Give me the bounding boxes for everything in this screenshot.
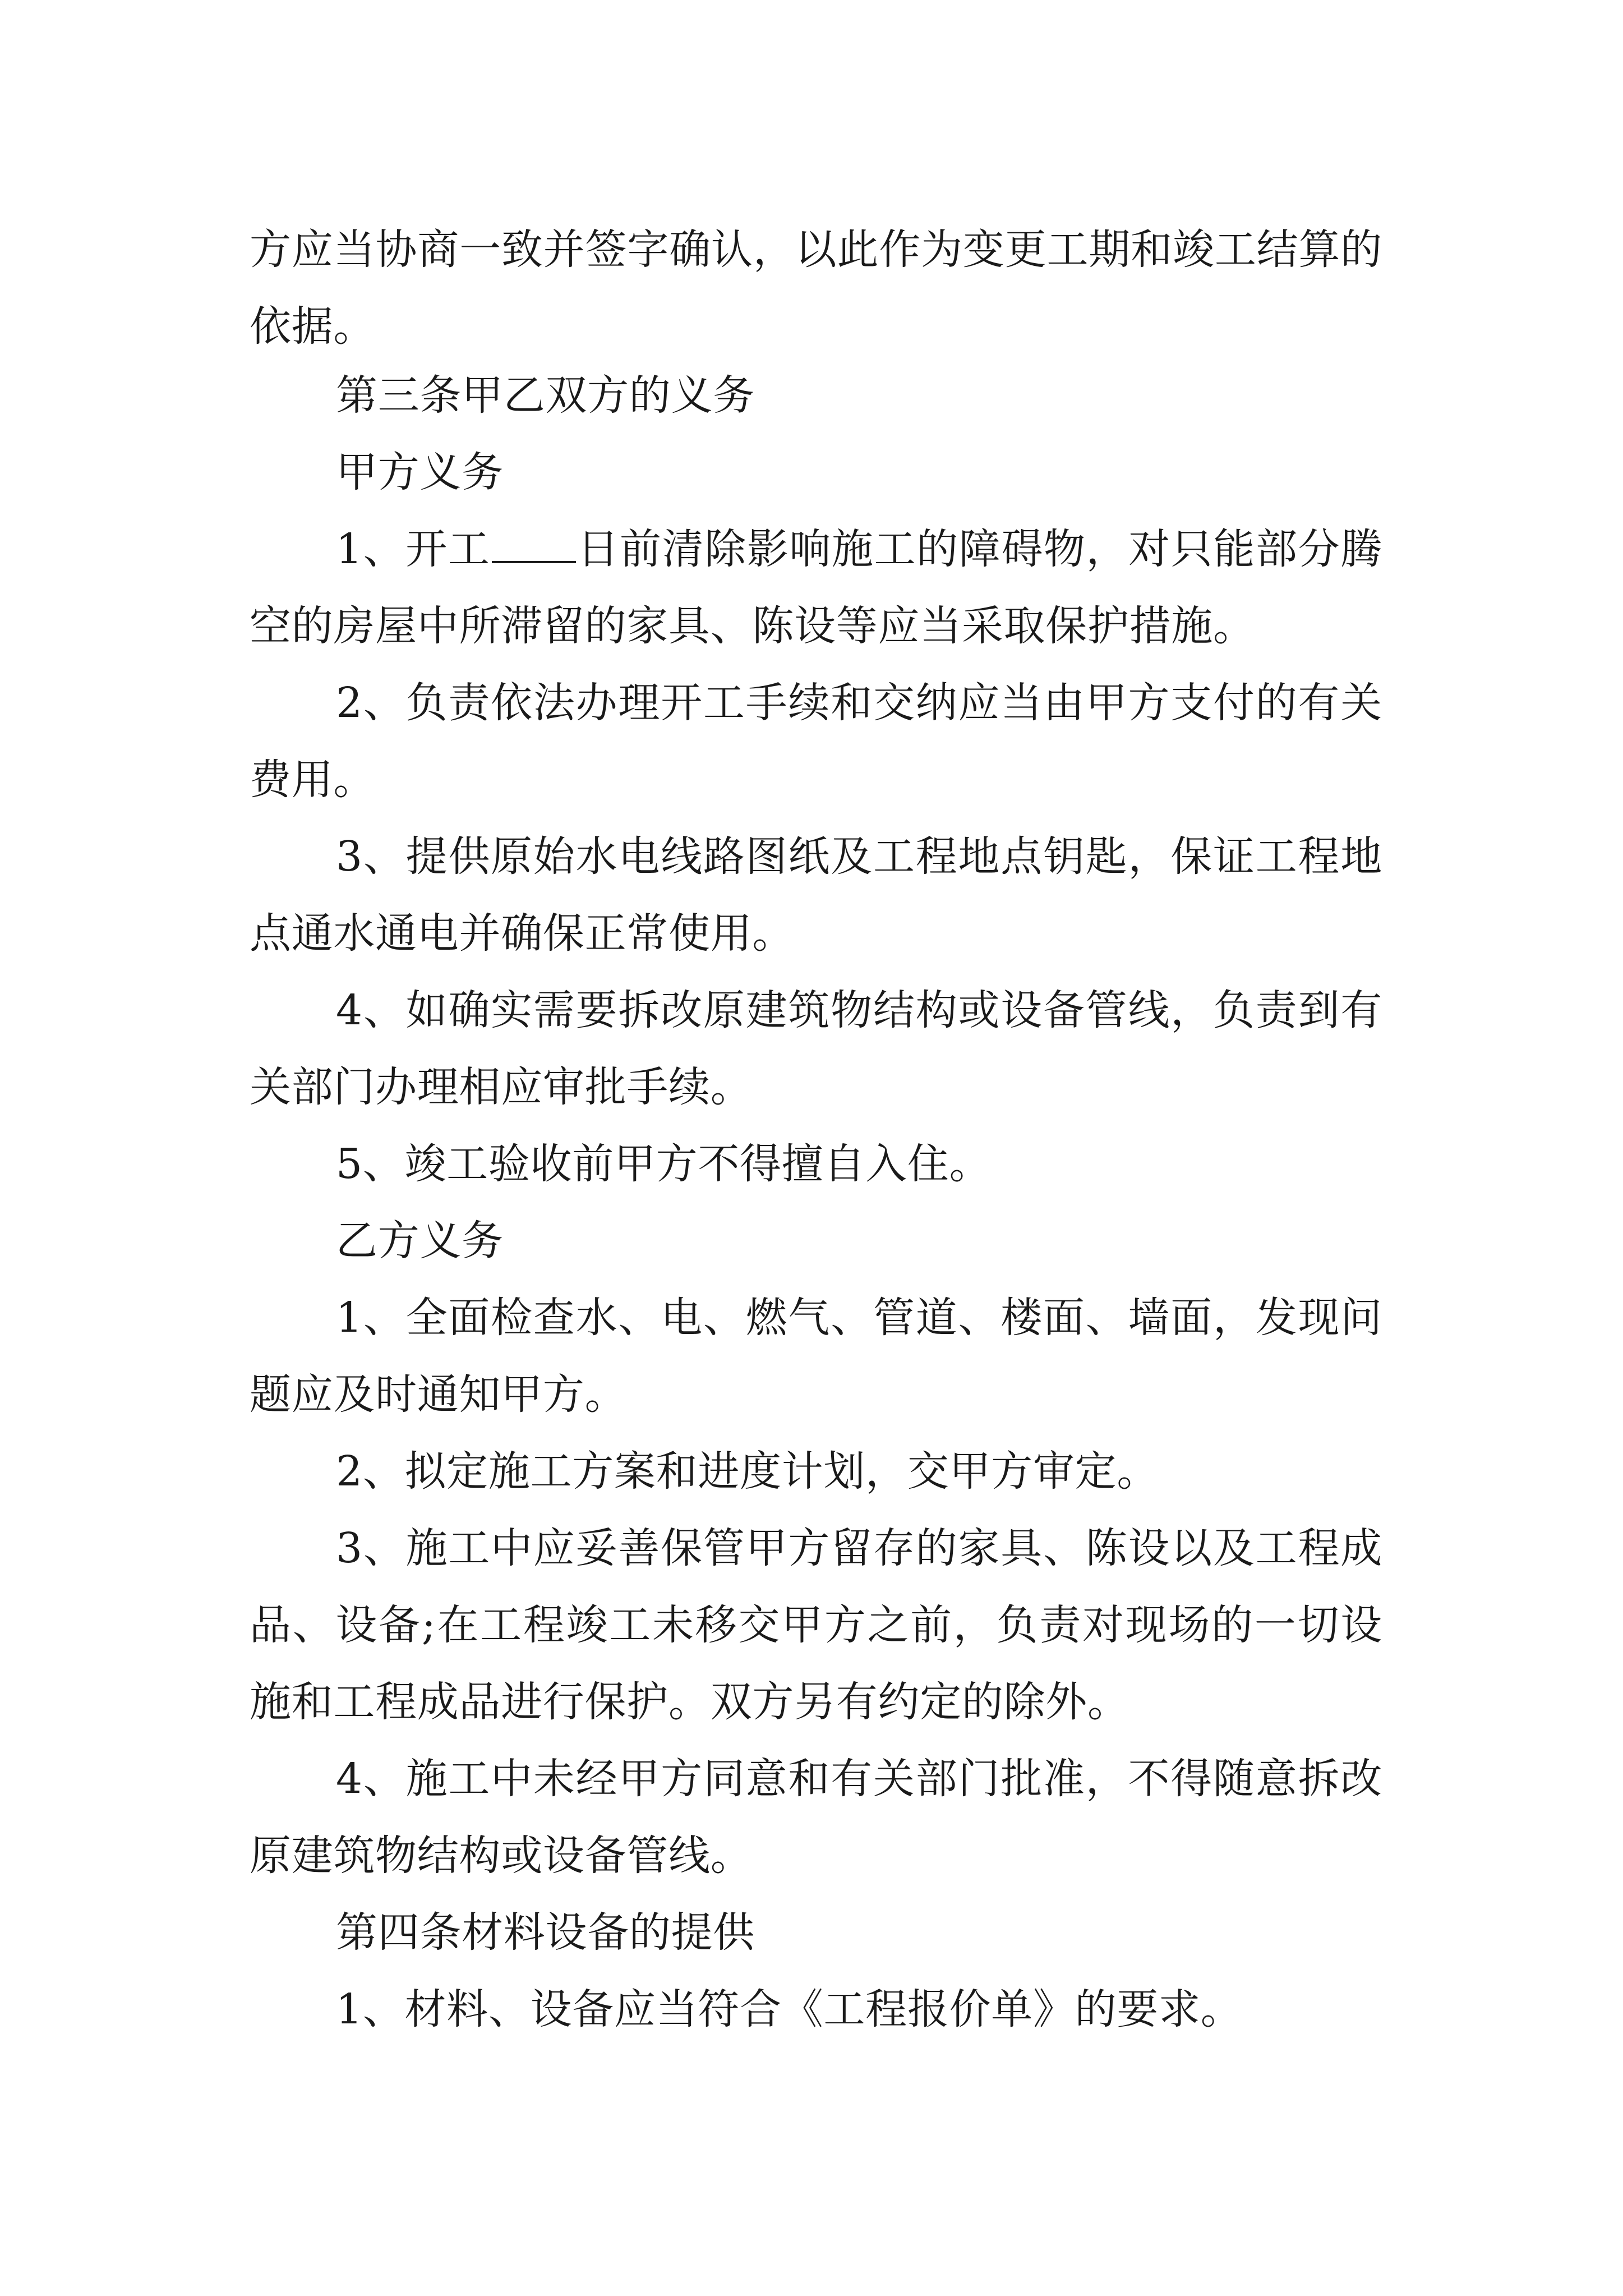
section-heading-article-3: 第三条甲乙双方的义务 <box>336 371 755 420</box>
clause-materials-1: 1、材料、设备应当符合《工程报价单》的要求。 <box>336 1985 1243 2033</box>
clause-a1-prefix: 1、开工 <box>336 525 491 573</box>
document-page <box>250 0 1382 2296</box>
clause-b2: 2、拟定施工方案和进度计划，交甲方审定。 <box>336 1447 1159 1496</box>
clause-a1 <box>250 511 1382 665</box>
section-heading-article-4: 第四条材料设备的提供 <box>336 1908 755 1957</box>
subheading-party-a-duties: 甲方义务 <box>336 448 504 496</box>
clause-a1-body: 日前清除影响施工的障碍物，对只能部分腾空的房屋中所滞留的家具、陈设等应当采取保护措施。 <box>250 525 1382 650</box>
clause-a4: 4、如确实需要拆改原建筑物结构或设备管线，负责到有关部门办理相应审批手续。 <box>250 986 1382 1111</box>
clause-b3: 3、施工中应妥善保管甲方留存的家具、陈设以及工程成品、设备;在工程竣工未移交甲方之前，负责对现场的一切设施和工程成品进行保护。双方另有约定的除外。 <box>250 1524 1382 1726</box>
clause-a5: 5、竣工验收前甲方不得擅自入住。 <box>336 1140 992 1188</box>
clause-b4: 4、施工中未经甲方同意和有关部门批准，不得随意拆改原建筑物结构或设备管线。 <box>250 1755 1382 1880</box>
fill-in-blank[interactable] <box>492 526 576 563</box>
clause-b1: 1、全面检查水、电、燃气、管道、楼面、墙面，发现问题应及时通知甲方。 <box>250 1294 1382 1419</box>
subheading-party-b-duties: 乙方义务 <box>336 1217 504 1265</box>
paragraph-continuation: 方应当协商一致并签字确认，以此作为变更工期和竣工结算的依据。 <box>250 226 1382 351</box>
clause-a2: 2、负责依法办理开工手续和交纳应当由甲方支付的有关费用。 <box>250 679 1382 804</box>
clause-a3: 3、提供原始水电线路图纸及工程地点钥匙，保证工程地点通水通电并确保正常使用。 <box>250 832 1382 958</box>
